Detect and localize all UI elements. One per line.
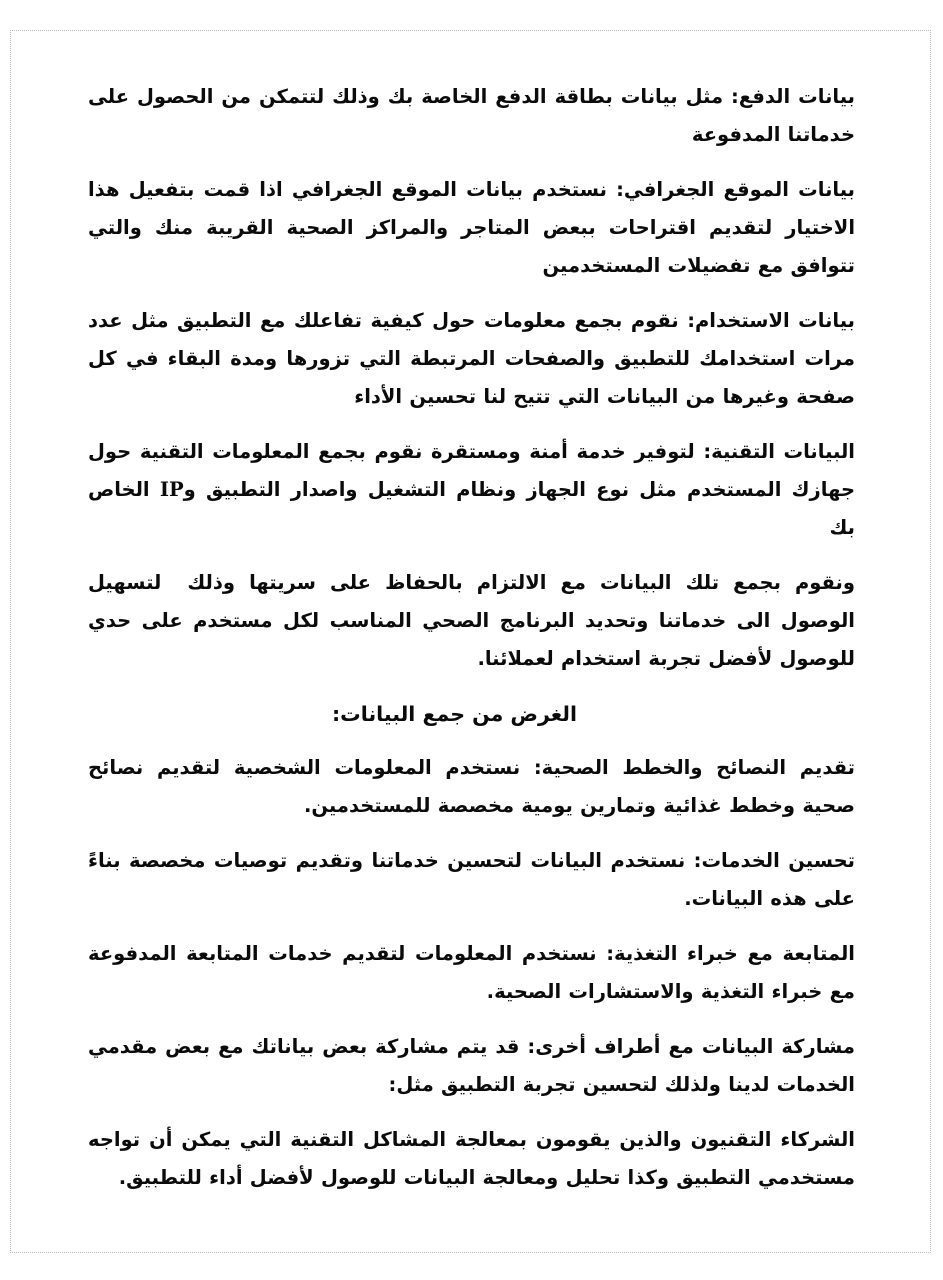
technical-data-text-before: البيانات التقنية: لتوفير خدمة أمنة ومستقرة نقوم بجمع المعلومات التقنية حول جهازك المستخدم مثل نوع الجهاز ونظام التشغيل واصدار التطبيق و: [88, 440, 856, 501]
paragraph-service-improvement: تحسين الخدمات: نستخدم البيانات لتحسين خدماتنا وتقديم توصيات مخصصة بناءً على هذه البيانات.: [88, 849, 855, 910]
paragraph-technical-partners: الشركاء التقنيون والذين يقومون بمعالجة المشاكل التقنية التي يمكن أن تواجه مستخدمي التطبيق وكذا تحليل ومعالجة البيانات للوصول لأفضل أداء للتطبيق.: [88, 1128, 855, 1189]
collection-commitment-text-after: لتسهيل الوصول الى خدماتنا وتحديد البرنامج الصحي المناسب لكل مستخدم على حدي للوصول لأفضل تجربة استخدام لعملائنا.: [88, 571, 855, 670]
collection-commitment-text-before: ونقوم بجمع تلك البيانات مع الالتزام بالحفاظ على سريتها وذلك: [187, 571, 855, 594]
paragraph-health-advice-and-plans: تقديم النصائح والخطط الصحية: نستخدم المعلومات الشخصية لتقديم نصائح صحية وخطط غذائية وتمارين يومية مخصصة للمستخدمين.: [88, 756, 855, 817]
paragraph-technical-data: [88, 433, 855, 547]
paragraph-geolocation-data: بيانات الموقع الجغرافي: نستخدم بيانات الموقع الجغرافي اذا قمت بتفعيل هذا الاختيار لتقديم اقتراحات ببعض المتاجر والمراكز الصحية القريبة منك والتي تتوافق مع تفضيلات المستخدمين: [88, 178, 855, 277]
paragraph-data-sharing-third-parties: مشاركة البيانات مع أطراف أخرى: قد يتم مشاركة بعض بياناتك مع بعض مقدمي الخدمات لدينا ولذلك لتحسين تجربة التطبيق مثل:: [88, 1035, 855, 1096]
paragraph-payment-data: بيانات الدفع: مثل بيانات بطاقة الدفع الخاصة بك وذلك لتتمكن من الحصول على خدماتنا المدفوعة: [88, 85, 855, 146]
section-heading-data-collection-purpose: الغرض من جمع البيانات:: [331, 702, 578, 726]
paragraph-usage-data: بيانات الاستخدام: نقوم بجمع معلومات حول كيفية تفاعلك مع التطبيق مثل عدد مرات استخدامك للتطبيق والصفحات المرتبطة التي تزورها ومدة البقاء في كل صفحة وغيرها من البيانات التي تتيح لنا تحسين الأداء: [88, 309, 855, 408]
document-body: [88, 78, 855, 1197]
technical-data-text-after: الخاص بك: [88, 478, 855, 539]
ip-abbreviation-label: IP: [159, 478, 184, 501]
paragraph-collection-commitment: [88, 564, 855, 678]
paragraph-nutrition-expert-followup: المتابعة مع خبراء التغذية: نستخدم المعلومات لتقديم خدمات المتابعة المدفوعة مع خبراء التغذية والاستشارات الصحية.: [88, 942, 855, 1003]
